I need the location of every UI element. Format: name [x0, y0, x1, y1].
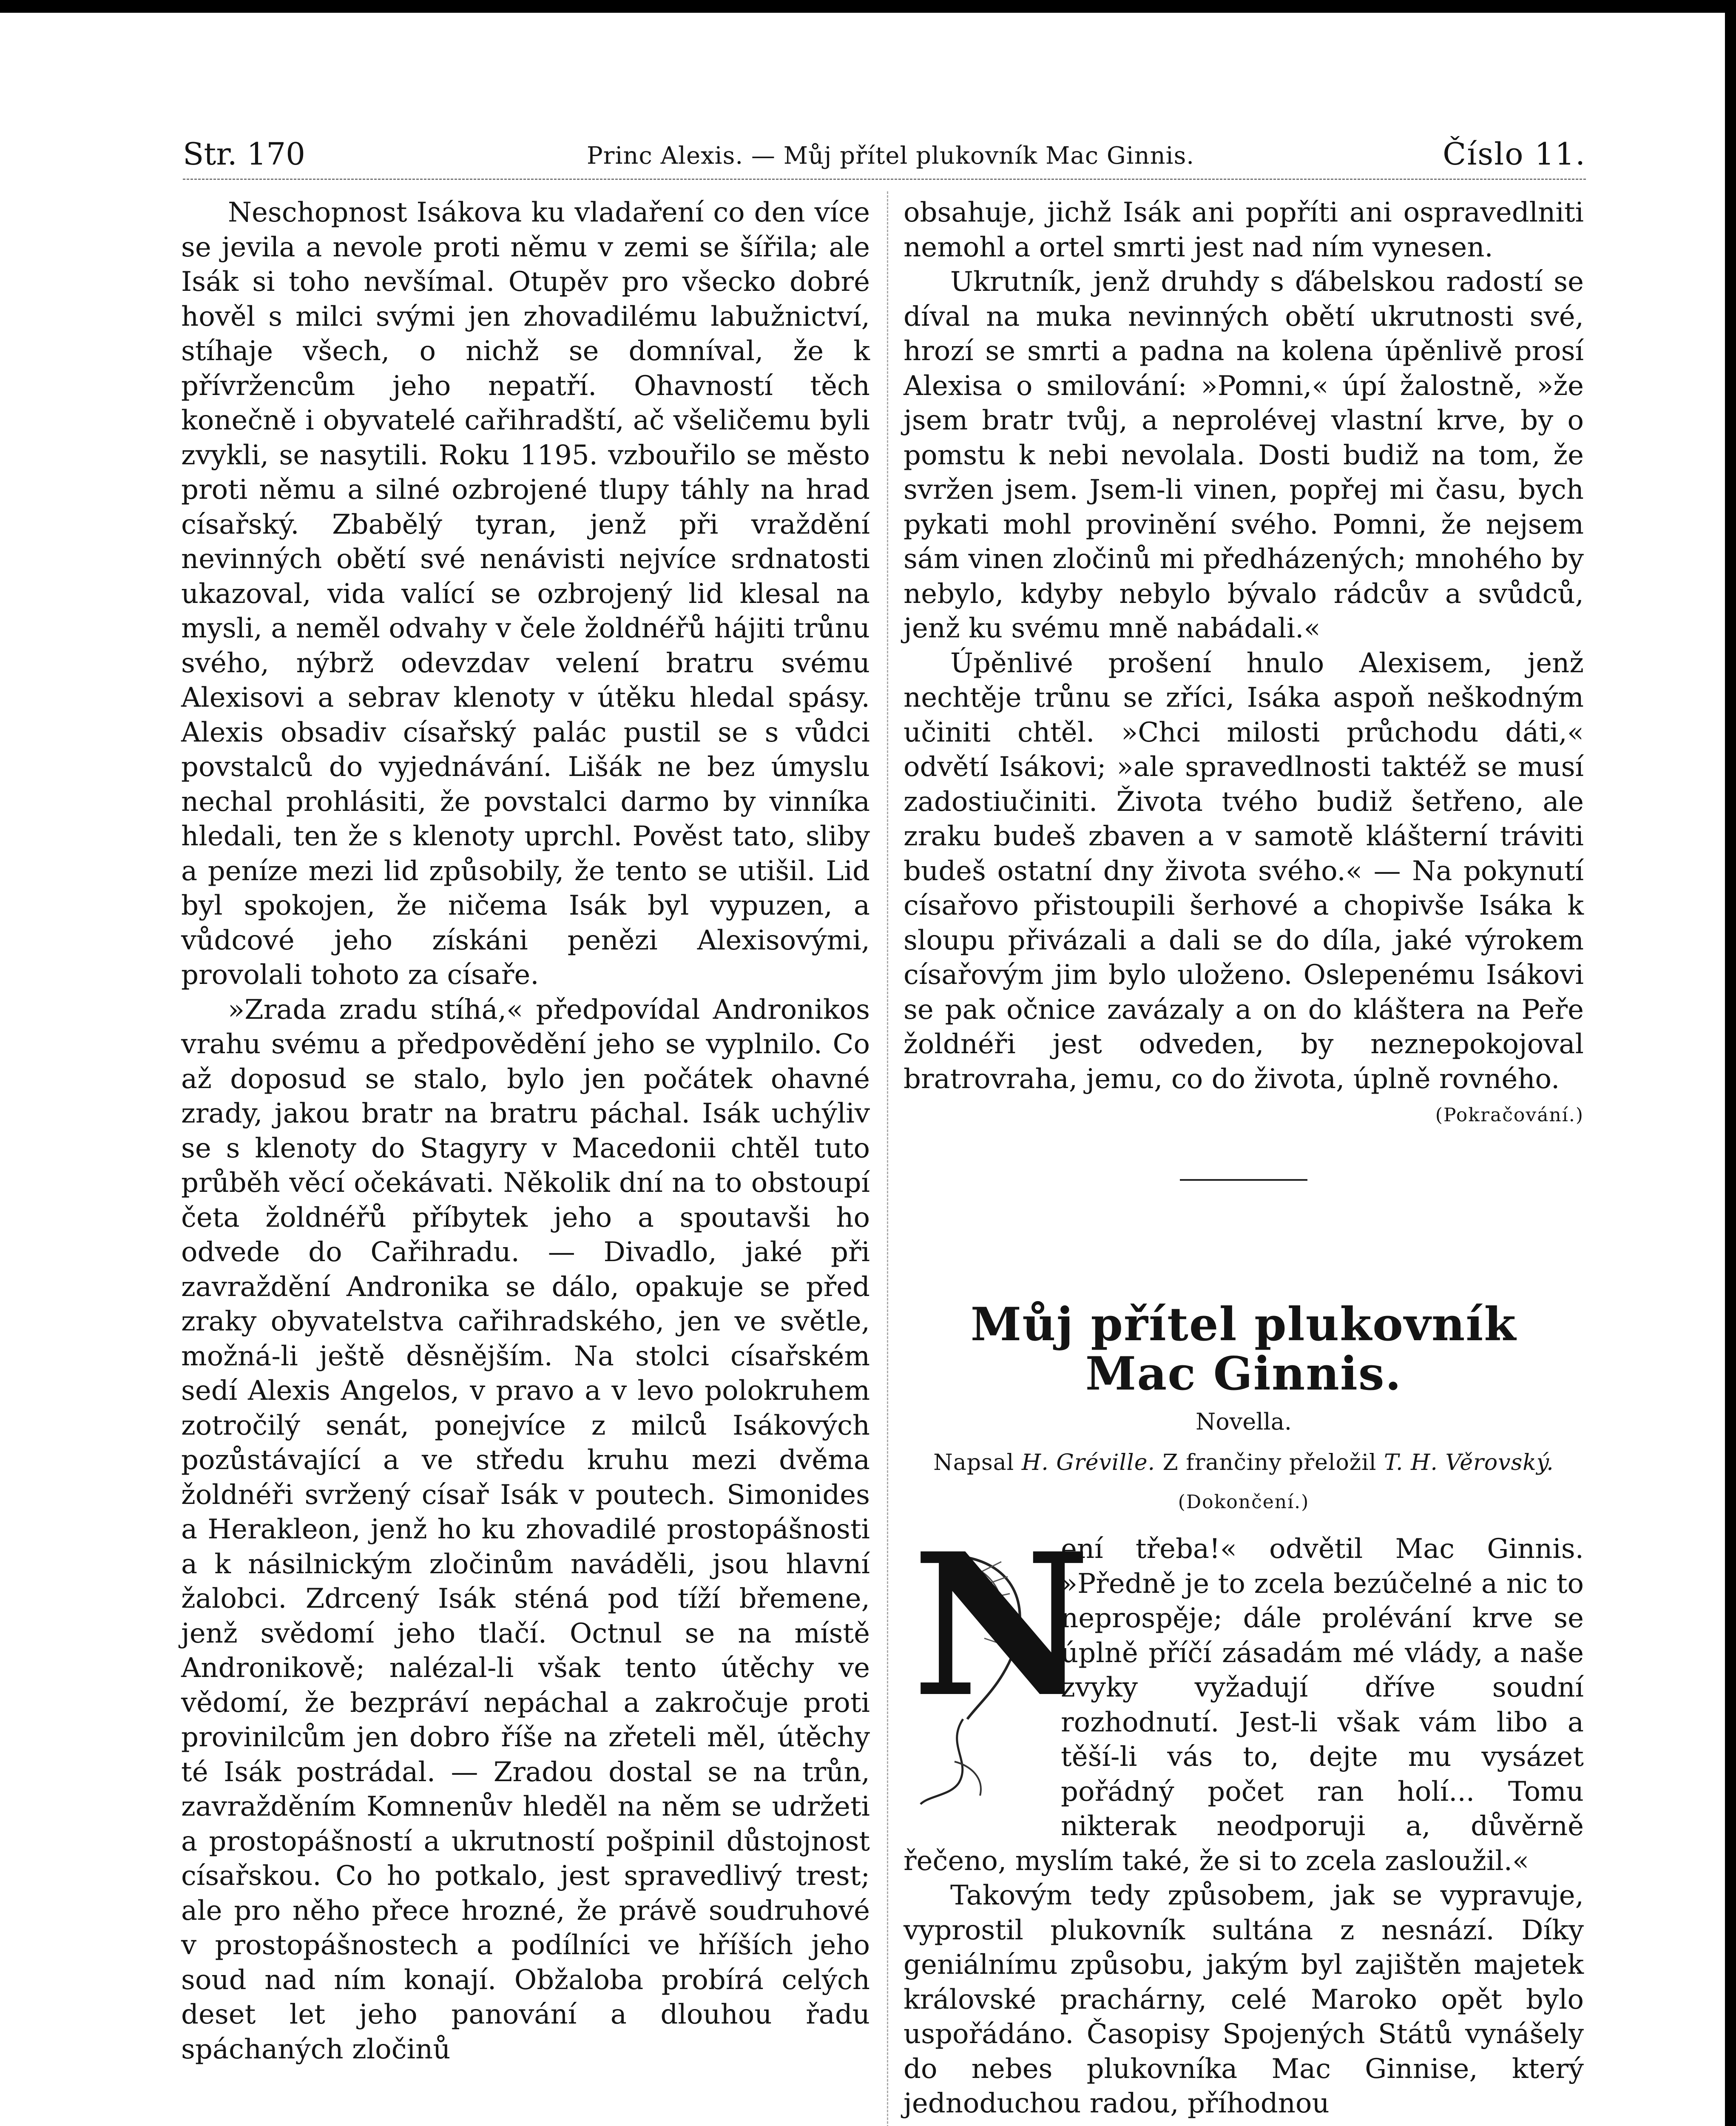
byline-prefix: Napsal: [933, 1450, 1014, 1475]
article-title-line: Můj přítel plukovník: [970, 1298, 1517, 1351]
decorative-initial: [904, 1511, 1091, 1817]
right-column: [904, 196, 1584, 2121]
column-divider: [887, 191, 888, 2126]
article-title-line: Mac Ginnis.: [1085, 1347, 1402, 1401]
paragraph: Takovým tedy způsobem, jak se vypravuje, vyprostil plukovník sultána z nesnází. Díky geniálnímu způsobu, jakým byl zajištěn majetek královské prachárny, celé Maroko opět bylo uspořádáno. Časopisy Spojených Států vynášely do nebes plukovníka Mac Ginnise, který jednoduchou radou, příhodnou: [904, 1880, 1584, 2119]
paragraph: ení třeba!« odvětil Mac Ginnis. »Předně je to zcela bezúčelné a nic to neprospěje; dále prolévání krve se úplně příčí zásadám mé vlády, a naše zvyky vyžadují dříve soudní rozhodnutí. Jest-li však vám libo a těší-li vás to, dejte mu vysázet pořádný počet ran holí... Tomu nikterak neodporuji a, důvěrně řečeno, myslím také, že si to zcela zasloužil.«: [904, 1533, 1584, 1877]
paragraph: Ukrutník, jenž druhdy s ďábelskou radostí se díval na muka nevinných obětí ukrutnosti své, hrozí se smrti a padna na kolena úpěnlivě prosí Alexisa o smilování: »Pomni,« úpí žalostně, »že jsem bratr tvůj, a neprolévej vlastní krve, by o pomstu k nebi nevolala. Dosti budiž na tom, že svržen jsem. Jsem-li vinen, popřej mi času, bych pykati mohl provinění svého. Pomni, že nejsem sám vinen zločinů mi předházených; mnohého by nebylo, kdyby nebylo bývalo rádcův a svůdců, jenž ku svému mně nabádali.«: [904, 266, 1584, 644]
issue-number: Číslo 11.: [1443, 136, 1586, 172]
byline: [904, 1448, 1584, 1478]
translator-name: T. H. Věrovský.: [1384, 1450, 1554, 1475]
article-title: [904, 1298, 1584, 1401]
paragraph: Neschopnost Isákova ku vladaření co den více se jevila a nevole proti němu v zemi se šířila; ale Isák si toho nevšímal. Otupěv pro všecko dobré hověl s milci svými jen zhovadilému labužnictví, stíhaje všech, o nichž se domníval, že k přívržencům jeho nepatří. Ohavností těch konečně i obyvatelé cařihradští, ač všeličemu byli zvykli, se nasytili. Roku 1195. vzbouřilo se město proti němu a silné ozbrojené tlupy táhly na hrad císařský. Zbabělý tyran, jenž při vraždění nevinných obětí své nenávisti nejvíce srdnatosti ukazoval, vida valící se ozbrojený lid klesal na mysli, a neměl odvahy v čele žoldnéřů hájiti trůnu svého, nýbrž odevzdav velení bratru svému Alexisovi a sebrav klenoty v útěku hledal spásy. Alexis obsadiv císařský palác pustil se s vůdci povstalců do vyjednávání. Lišák ne bez úmyslu nechal prohlásiti, že povstalci darmo by vinníka hledali, ten že s klenoty uprchl. Pověst tato, sliby a peníze mezi lid způsobily, že tento se utišil. Lid byl spokojen, že ničema Isák byl vypuzen, a vůdcové jeho získáni penězi Alexisovými, provolali tohoto za císaře.: [181, 197, 870, 991]
dropcap-letter: N: [912, 1511, 1091, 1740]
section-separator: [1180, 1179, 1307, 1181]
finish-note: (Dokončení.): [1178, 1491, 1310, 1513]
byline-middle: Z frančiny přeložil: [1162, 1450, 1377, 1475]
page-number: Str. 170: [183, 136, 305, 172]
scan-edge-top: [0, 0, 1736, 13]
continued-note: (Pokračování.): [1435, 1104, 1584, 1126]
paragraph: »Zrada zradu stíhá,« předpovídal Andronikos vrahu svému a předpovědění jeho se vyplnilo. Co až doposud se stalo, bylo jen počátek ohavné zrady, jakou bratr na bratru páchal. Isák uchýliv se s klenoty do Stagyry v Macedonii chtěl tuto průběh věcí očekávati. Několik dní na to obstoupí četa žoldnéřů příbytek jeho a spoutavši ho odvede do Cařihradu. — Divadlo, jaké při zavraždění Andronika se dálo, opakuje se před zraky obyvatelstva cařihradského, jen ve světle, možná-li ještě děsnějším. Na stolci císařském sedí Alexis Angelos, v pravo a v levo polokruhem zotročilý senát, ponejvíce z milců Isákových pozůstávající a ve středu kruhu mezi dvěma žoldnéři svržený císař Isák v poutech. Simonides a Herakleon, jenž ho ku zhovadilé prostopášnosti a k násilnickým zločinům naváděli, jsou hlavní žalobci. Zdrcený Isák sténá pod tíží břemene, jenž svědomí jeho tlačí. Octnul se na místě Andronikově; nalézal-li však tento útěchy ve vědomí, že bezpráví nepáchal a zakročuje proti provinilcům jen dobro říše na zřeteli měl, útěchy té Isák postrádal. — Zradou dostal se na trůn, zavražděním Komnenův hleděl na něm se udržeti a prostopášností a ukrutností pošpinil důstojnost císařskou. Co ho potkalo, jest spravedlivý trest; ale pro něho přece hrozné, že právě soudruhové v prostopášnostech a podílníci ve hříších jeho soud nad ním konají. Obžaloba probírá celých deset let jeho panování a dlouhou řadu spáchaných zločinů: [181, 994, 870, 2065]
page-header: [183, 128, 1586, 183]
scan-edge-right: [1725, 0, 1736, 2126]
author-name: H. Gréville.: [1021, 1450, 1155, 1475]
article-subtitle: Novella.: [1195, 1408, 1292, 1435]
left-column: [181, 196, 870, 2067]
paragraph: Úpěnlivé prošení hnulo Alexisem, jenž nechtěje trůnu se zříci, Isáka aspoň neškodným učiniti chtěl. »Chci milosti průchodu dáti,« odvětí Isákovi; »ale spravedlnosti taktéž se musí zadostiučiniti. Života tvého budiž šetřeno, ale zraku budeš zbaven a v samotě klášterní tráviti budeš ostatní dny života svého.« — Na pokynutí císařovo přistoupili šerhové a chopivše Isáka k sloupu přivázali a dali se do díla, jaké výrokem císařovým jim bylo uloženo. Oslepenému Isákovi se pak očnice zavázaly a on do kláštera na Peře žoldnéři jest odveden, by neznepokojoval bratrovraha, jemu, co do života, úplně rovného.: [904, 647, 1584, 1095]
paragraph: obsahuje, jichž Isák ani popříti ani ospravedlniti nemohl a ortel smrti jest nad ním vynesen.: [904, 197, 1584, 263]
header-rule: [183, 179, 1586, 180]
running-title: Princ Alexis. — Můj přítel plukovník Mac Ginnis.: [587, 142, 1195, 170]
